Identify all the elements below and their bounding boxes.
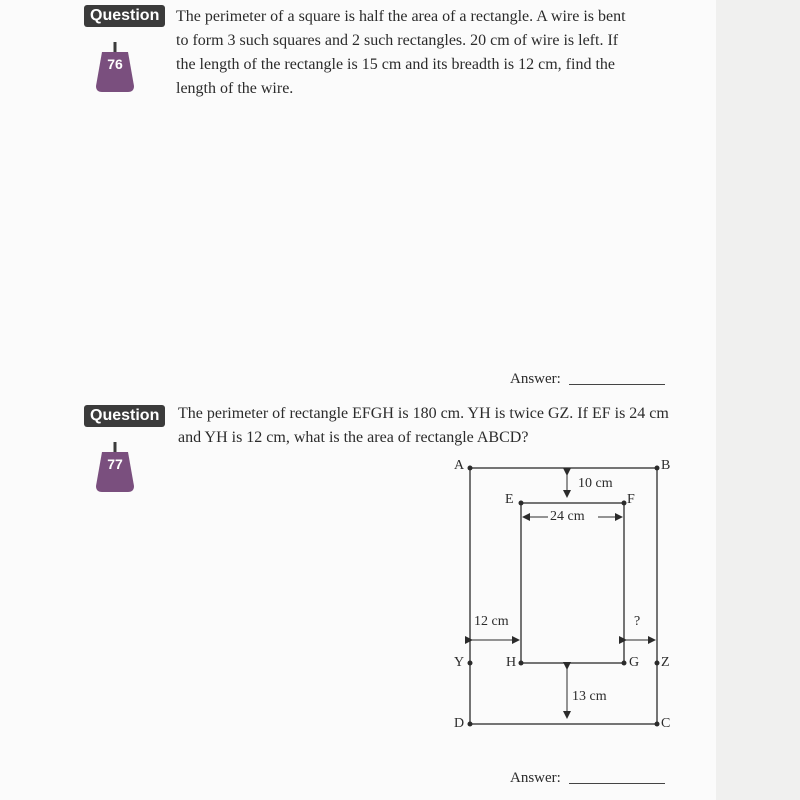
question-77-answer-label: Answer:: [510, 770, 561, 786]
question-76-answer-label: Answer:: [510, 371, 561, 387]
question-77-number: 77: [107, 456, 123, 472]
measure-yh: 12 cm: [474, 614, 509, 629]
point-z: [655, 661, 660, 666]
question-76-badge: Question: [84, 5, 165, 27]
question-77-answer: [510, 770, 665, 787]
label-e: E: [505, 492, 514, 507]
label-c: C: [661, 716, 671, 731]
point-g: [622, 661, 627, 666]
question-77-badge: Question: [84, 405, 165, 427]
measure-bottom-gap: 13 cm: [572, 689, 607, 704]
label-z: Z: [661, 655, 670, 670]
point-h: [519, 661, 524, 666]
measure-top-gap: 10 cm: [578, 476, 613, 491]
question-77-answer-line[interactable]: [569, 783, 665, 784]
point-y: [468, 661, 473, 666]
point-c: [655, 722, 660, 727]
label-f: F: [627, 492, 635, 507]
question-76-text: The perimeter of a square is half the area of a rectangle. A wire is bent to form 3 such squares and 2 such rectangles. 20 cm of wire is left. If the length of the rectangle is 15 cm and its breadth is 12 cm, find the length of the wire.: [176, 8, 626, 97]
point-a: [468, 466, 473, 471]
label-g: G: [629, 655, 640, 670]
point-f: [622, 501, 627, 506]
label-y: Y: [454, 655, 465, 670]
label-d: D: [454, 716, 465, 731]
point-e: [519, 501, 524, 506]
measure-ef: 24 cm: [550, 509, 585, 524]
question-77-text: The perimeter of rectangle EFGH is 180 cm. YH is twice GZ. If EF is 24 cm and YH is 12 cm, what is the area of rectangle ABCD?: [178, 405, 669, 446]
measure-gz: ?: [634, 614, 641, 629]
label-b: B: [661, 458, 671, 473]
label-a: A: [454, 458, 465, 473]
point-d: [468, 722, 473, 727]
point-b: [655, 466, 660, 471]
rectangle-efgh: [521, 503, 624, 663]
question-76-number: 76: [107, 56, 123, 72]
label-h: H: [506, 655, 517, 670]
